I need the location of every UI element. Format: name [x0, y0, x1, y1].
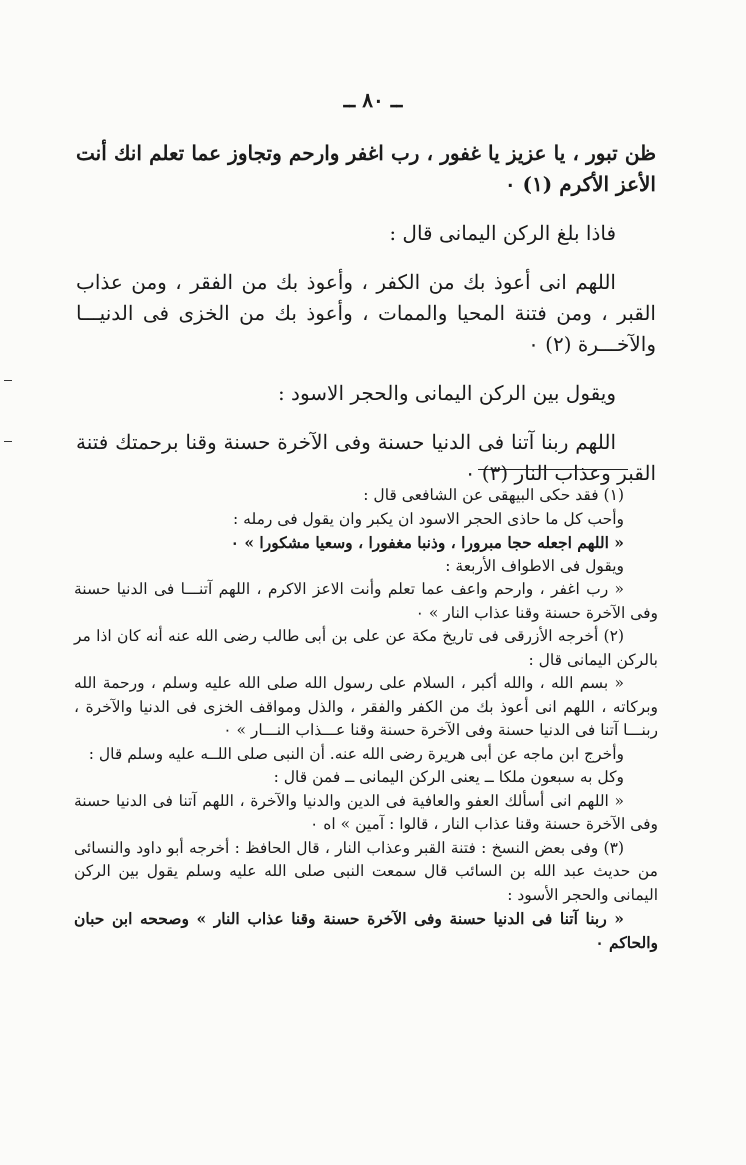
page-number: ــ ٨٠ ــ: [343, 88, 403, 112]
paragraph-between-corners-heading: ويقول بين الركن اليمانى والحجر الاسود :: [277, 381, 616, 405]
footnote-2-seventy-angels: وكل به سبعون ملكا ــ يعنى الركن اليمانى ــ فمن قال :: [273, 768, 624, 786]
paragraph-between-corners-prayer: اللهم ربنا آتنا فى الدنيا حسنة وفى الآخرة حسنة وقنا برحمتك فتنة القبر وعذاب النار (٣) ٠: [76, 430, 656, 485]
footnote-1-rounds: ويقول فى الاطواف الأربعة :: [445, 556, 624, 575]
footnote-3-prayer: « ربنا آتنا فى الدنيا حسنة وفى الآخرة حسنة وقنا عذاب النار » وصححه ابن حبان والحاكم ٠: [74, 909, 658, 952]
margin-mark: [4, 380, 12, 381]
footnote-3: (٣) وفى بعض النسخ : فتنة القبر وعذاب النار ، قال الحافظ : أخرجه أبو داود والنسائى من حديث عبد الله بن السائب قال سمعت النبى صلى الله عليه وسلم يقول بين الركن اليمانى والحجر الأسود :: [74, 838, 658, 904]
footnotes: [74, 484, 658, 954]
footnote-2-angels-prayer: « اللهم انى أسألك العفو والعافية فى الدين والدنيا والآخرة ، اللهم آتنا فى الدنيا حسنة وفى الآخرة حسنة وقنا عذاب النار ، قالوا : آمين » اه ٠: [74, 791, 658, 833]
margin-mark: [4, 441, 12, 442]
main-text: [76, 138, 656, 507]
footnote-1: (١) فقد حكى البيهقى عن الشافعى قال :: [363, 486, 624, 504]
paragraph-yemeni-corner-heading: فاذا بلغ الركن اليمانى قال :: [389, 221, 616, 245]
footnote-2-ibn-majah: وأخرج ابن ماجه عن أبى هريرة رضى الله عنه. أن النبى صلى اللــه عليه وسلم قال :: [88, 744, 624, 763]
footnote-2: (٢) أخرجه الأزرقى فى تاريخ مكة عن على بن أبى طالب رضى الله عنه أنه كان اذا مر بالركن اليمانى قال :: [74, 627, 658, 669]
paragraph-prayer-end: ظن تبور ، يا عزيز يا غفور ، رب اغفر وارحم وتجاوز عما تعلم انك أنت الأعز الأكرم (١) ٠: [76, 141, 656, 196]
footnote-1-text: وأحب كل ما حاذى الحجر الاسود ان يكبر وان يقول فى رمله :: [232, 509, 624, 528]
footnote-2-prayer: « بسم الله ، والله أكبر ، السلام على رسول الله صلى الله عليه وسلم ، ورحمة الله وبركاته ، اللهم انى أعوذ بك من الكفر والفقر ، والذل ومواقف الخزى فى الدنيا والآخرة ، ربنـــا آتنا فى الدنيا حسنة وفى الآخرة حسنة وقنا عـــذاب النـــار » ٠: [74, 674, 658, 739]
paragraph-yemeni-corner-prayer: اللهم انى أعوذ بك من الكفر ، وأعوذ بك من الفقر ، ومن عذاب القبر ، ومن فتنة المحيا والممات ، وأعوذ بك من الخزى فى الدنيـــا والآخـــرة (٢) ٠: [76, 270, 656, 356]
footnote-1-prayer: « اللهم اجعله حجا مبرورا ، وذنبا مغفورا ، وسعيا مشكورا » ٠: [230, 533, 624, 552]
footnote-1-rounds-prayer: « رب اغفر ، وارحم واعف عما تعلم وأنت الاعز الاكرم ، اللهم آتنـــا فى الدنيا حسنة وفى الآخرة حسنة وقنا عذاب النار » ٠: [74, 580, 658, 622]
footnote-divider: [478, 469, 628, 470]
